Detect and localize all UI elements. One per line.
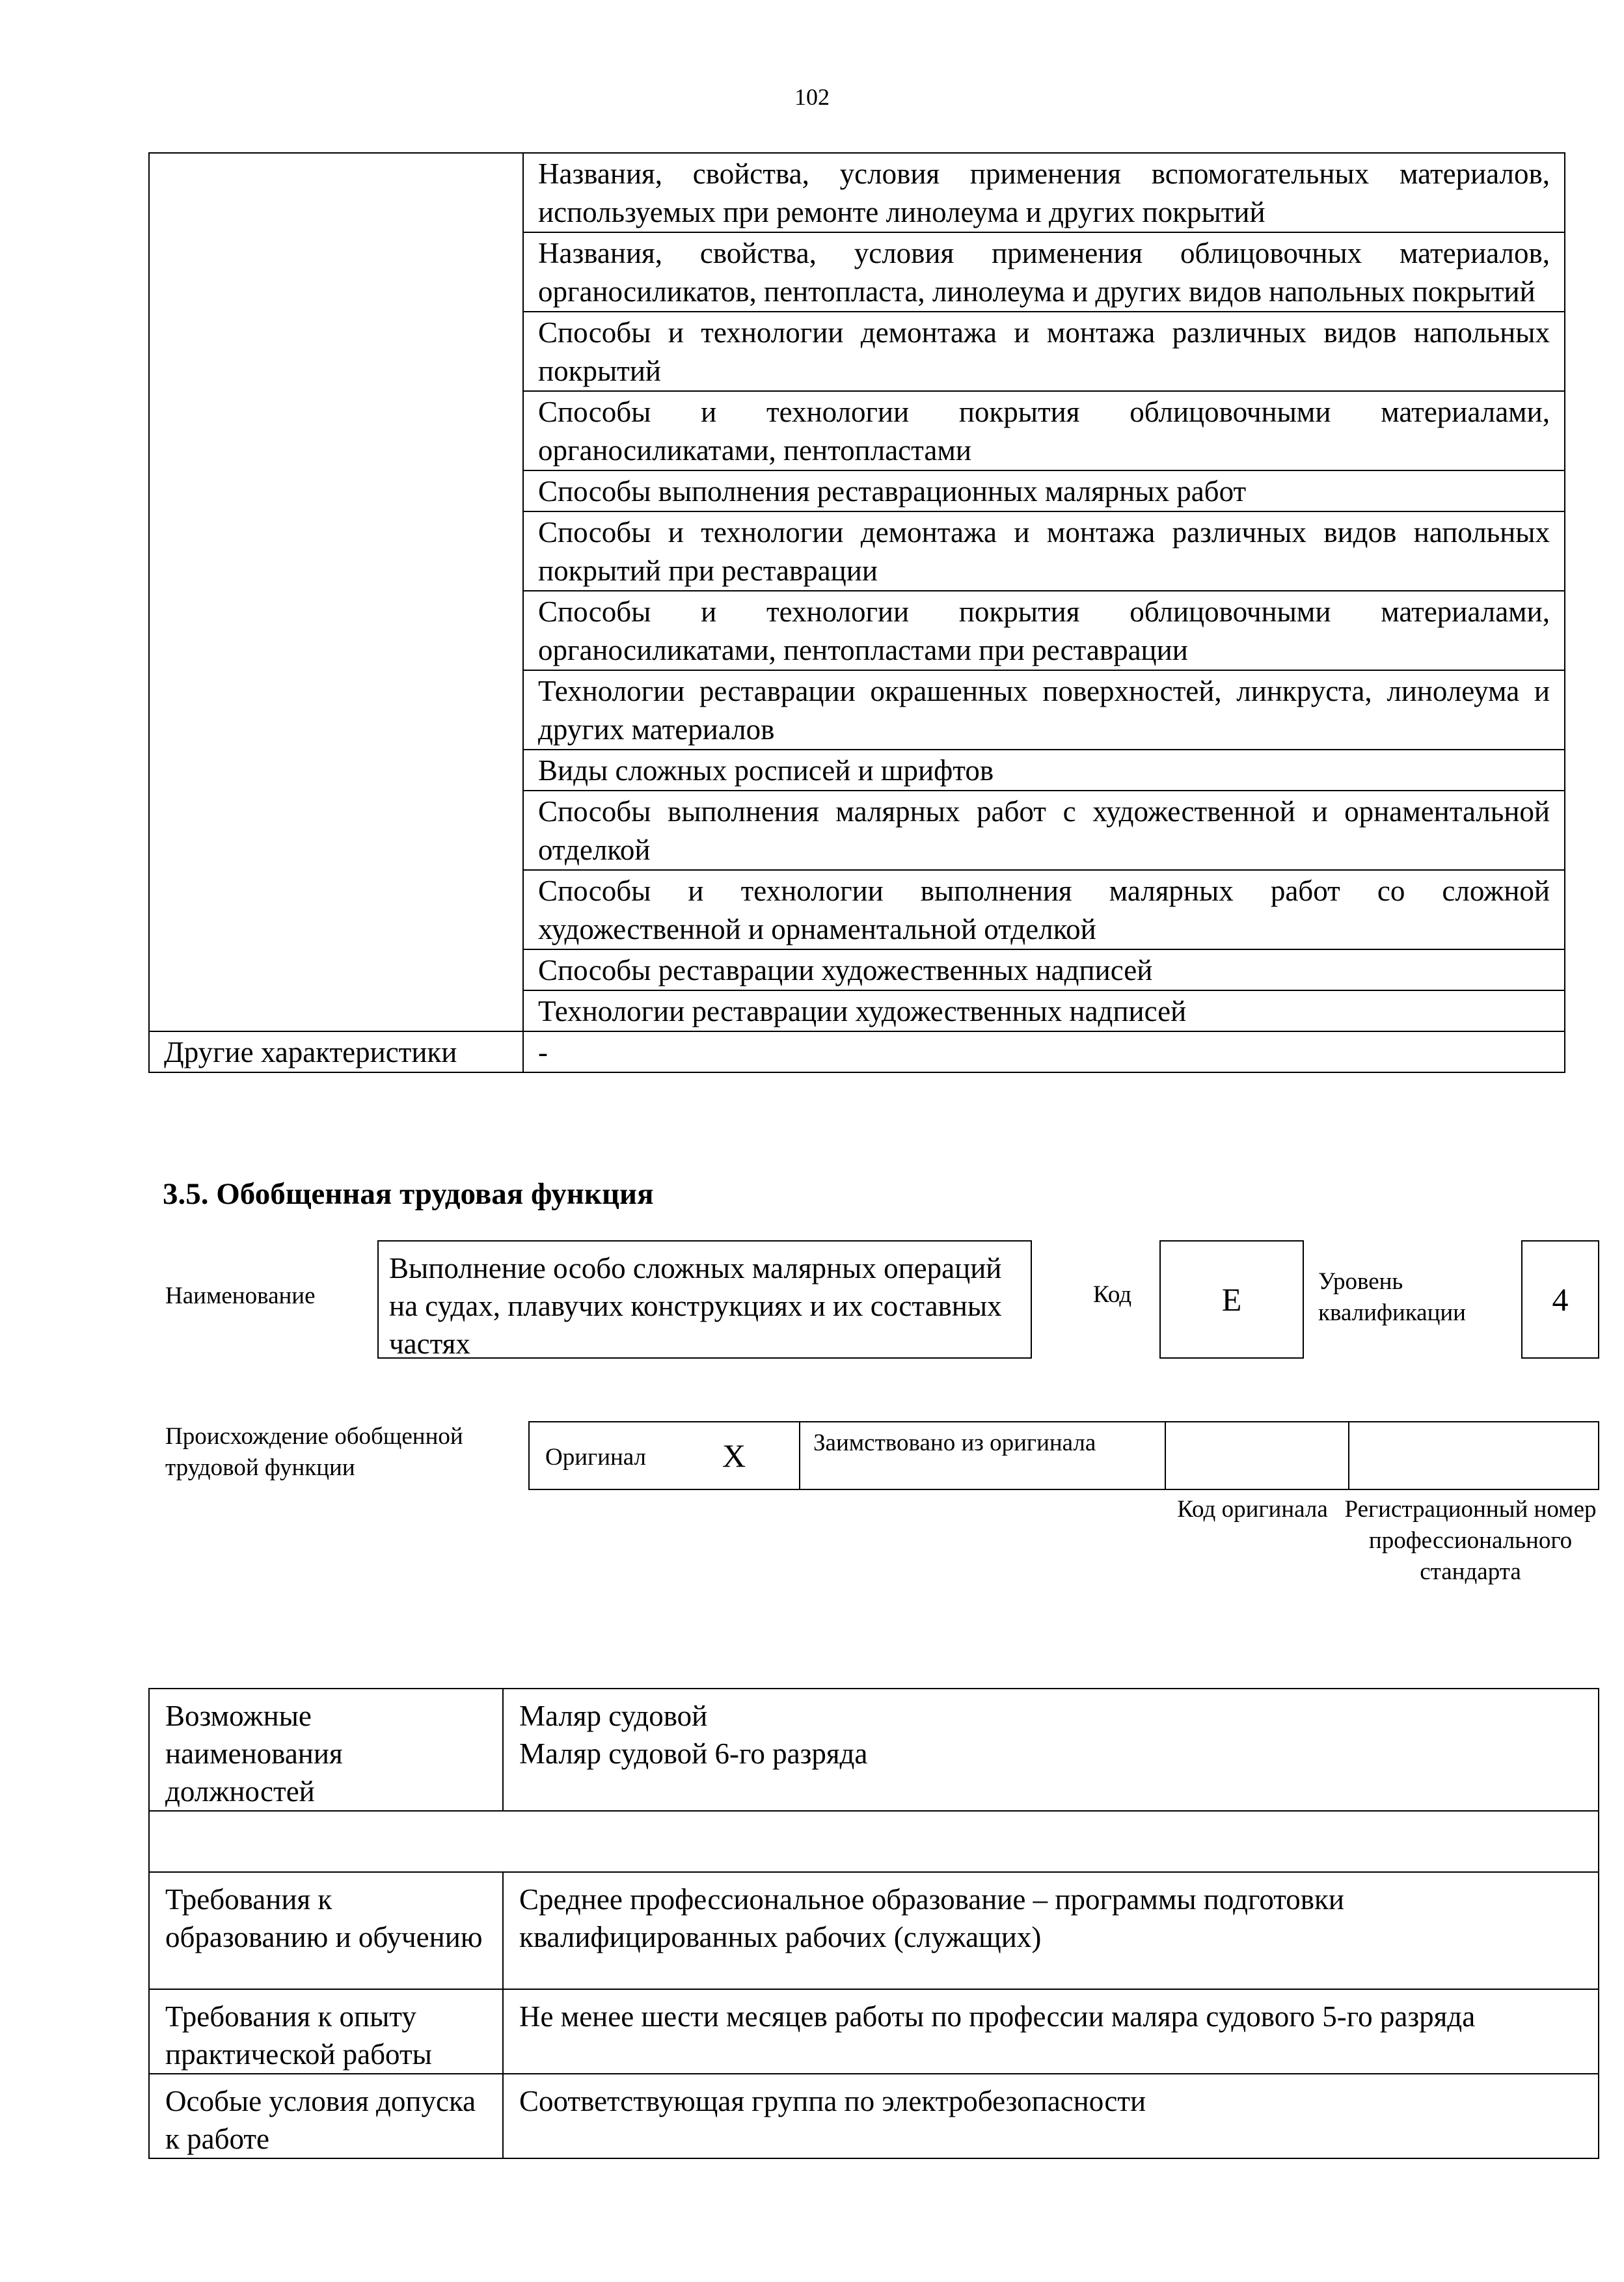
conditions-value: Соответствующая группа по электробезопасности [503,2074,1599,2158]
original-cell [528,1421,800,1490]
borrowed-label: Заимствовано из оригинала [800,1421,1166,1490]
positions-cell [503,1689,1599,1811]
details-table [148,1688,1599,2159]
knowledge-table [148,152,1565,1073]
table-row [149,153,1565,232]
experience-label: Требования к опыту практической работы [149,1989,503,2074]
knowledge-item: Способы выполнения реставрационных малярных работ [523,470,1565,511]
table-row [149,2074,1599,2158]
knowledge-item: Названия, свойства, условия применения вспомогательных материалов, используемых при ремонте линолеума и других покрытий [523,153,1565,232]
position-item: Маляр судовой 6-го разряда [519,1737,868,1770]
original-label: Оригинал [545,1444,647,1471]
knowledge-item: Технологии реставрации художественных надписей [523,990,1565,1031]
code-box: E [1159,1240,1304,1359]
page-number: 102 [794,84,830,110]
positions-label: Возможные наименования должностей [149,1689,503,1811]
knowledge-item: Технологии реставрации окрашенных поверхностей, линкруста, линолеума и других материалов [523,670,1565,750]
other-characteristics-value: - [523,1031,1565,1072]
knowledge-item: Способы и технологии демонтажа и монтажа различных видов напольных покрытий при реставрации [523,511,1565,591]
table-row [149,1872,1599,1989]
conditions-label: Особые условия допуска к работе [149,2074,503,2158]
position-item: Маляр судовой [519,1700,708,1732]
level-label: Уровень квалификации [1318,1268,1466,1326]
reg-number-cell [1349,1421,1599,1490]
education-label: Требования к образованию и обучению [149,1872,503,1989]
code-label: Код [1093,1281,1132,1308]
reg-number-caption: Регистрационный номер профессионального стандарта [1344,1496,1597,1585]
original-mark: X [722,1437,746,1474]
knowledge-item: Способы и технологии покрытия облицовочными материалами, органосиликатами, пентопластами при реставрации [523,591,1565,670]
knowledge-item: Способы и технологии покрытия облицовочными материалами, органосиликатами, пентопластами [523,391,1565,470]
experience-value: Не менее шести месяцев работы по профессии маляра судового 5-го разряда [503,1989,1599,2074]
empty-row [149,1811,1599,1872]
origin-label: Происхождение обобщенной трудовой функции [165,1423,463,1481]
name-label: Наименование [165,1283,316,1309]
table-row [149,1811,1599,1872]
level-box: 4 [1521,1240,1599,1359]
knowledge-item: Способы и технологии выполнения малярных работ со сложной художественной и орнаментальной отделкой [523,870,1565,949]
knowledge-item: Способы и технологии демонтажа и монтажа различных видов напольных покрытий [523,312,1565,391]
original-code-cell [1166,1421,1349,1490]
education-value: Среднее профессиональное образование – программы подготовки квалифицированных рабочих (служащих) [503,1872,1599,1989]
knowledge-item: Способы выполнения малярных работ с художественной и орнаментальной отделкой [523,791,1565,870]
table-row [149,1989,1599,2074]
table-row [149,1689,1599,1811]
knowledge-item: Способы реставрации художественных надписей [523,949,1565,990]
empty-label-cell [149,153,523,1031]
other-characteristics-label: Другие характеристики [149,1031,523,1072]
table-row [149,1031,1565,1072]
section-title: 3.5. Обобщенная трудовая функция [163,1177,654,1211]
knowledge-item: Виды сложных росписей и шрифтов [523,750,1565,791]
origin-row [528,1421,1599,1490]
function-name-box: Выполнение особо сложных малярных операций на судах, плавучих конструкциях и их составных частях [377,1240,1032,1359]
knowledge-item: Названия, свойства, условия применения облицовочных материалов, органосиликатов, пентопласта, линолеума и других видов напольных покрытий [523,232,1565,312]
original-code-caption: Код оригинала [1177,1496,1328,1523]
